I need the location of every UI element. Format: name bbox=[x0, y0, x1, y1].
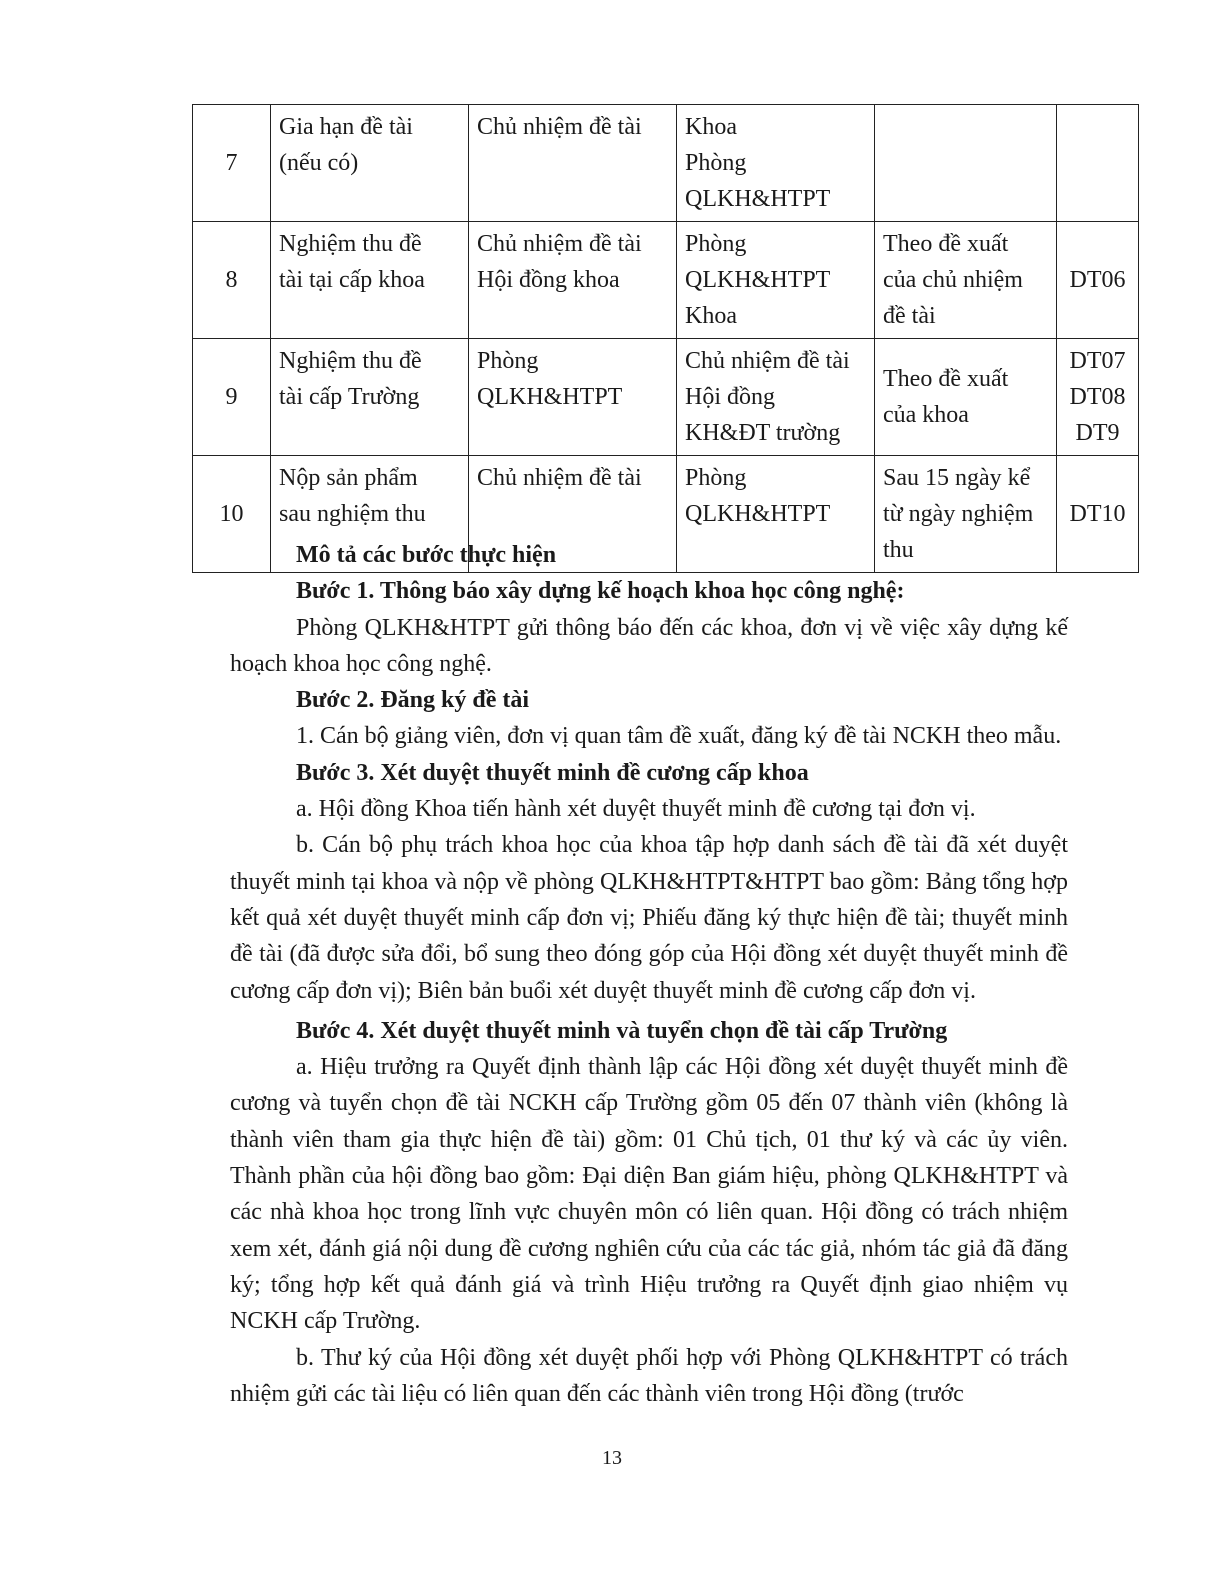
cell-time-line: đề tài bbox=[883, 303, 936, 329]
cell-step-line: sau nghiệm thu bbox=[279, 501, 426, 527]
steps-description bbox=[230, 537, 1068, 1412]
cell-coordinator-line: Khoa bbox=[685, 303, 737, 329]
cell-coordinator-line: QLKH&HTPT bbox=[685, 186, 831, 212]
cell-time-line: của chủ nhiệm bbox=[883, 267, 1023, 293]
step2-text: 1. Cán bộ giảng viên, đơn vị quan tâm đề xuất, đăng ký đề tài NCKH theo mẫu. bbox=[296, 723, 1062, 750]
table-row bbox=[193, 339, 1139, 456]
cell-forms-line: DT10 bbox=[1069, 501, 1126, 527]
cell-responsible-line: Chủ nhiệm đề tài bbox=[477, 114, 642, 140]
cell-responsible bbox=[469, 105, 677, 222]
cell-step-line: tài tại cấp khoa bbox=[279, 267, 425, 293]
cell-time bbox=[875, 105, 1057, 222]
cell-responsible-line: Chủ nhiệm đề tài bbox=[477, 465, 642, 491]
cell-responsible-line: Hội đồng khoa bbox=[477, 267, 620, 293]
step1-title: Bước 1. Thông báo xây dựng kế hoạch khoa học công nghệ: bbox=[296, 578, 905, 605]
cell-number: 7 bbox=[193, 105, 271, 222]
procedure-table-body bbox=[193, 105, 1139, 573]
cell-coordinator-line: QLKH&HTPT bbox=[685, 501, 831, 527]
cell-time-line: Sau 15 ngày kể bbox=[883, 465, 1031, 491]
cell-forms bbox=[1057, 105, 1139, 222]
cell-step bbox=[271, 105, 469, 222]
cell-responsible-line: Chủ nhiệm đề tài bbox=[477, 231, 642, 257]
cell-step-line: Nghiệm thu đề bbox=[279, 231, 422, 257]
cell-responsible-line: Phòng bbox=[477, 348, 539, 374]
cell-coordinator-line: Phòng bbox=[685, 150, 747, 176]
table-row bbox=[193, 105, 1139, 222]
step4-title: Bước 4. Xét duyệt thuyết minh và tuyển chọn đề tài cấp Trường bbox=[296, 1017, 948, 1044]
cell-responsible bbox=[469, 222, 677, 339]
step1-text: Phòng QLKH&HTPT gửi thông báo đến các khoa, đơn vị về việc xây dựng kế hoạch khoa học công nghệ. bbox=[230, 614, 1068, 677]
cell-forms bbox=[1057, 222, 1139, 339]
step2-title: Bước 2. Đăng ký đề tài bbox=[296, 687, 530, 714]
cell-time-line: Theo đề xuất bbox=[883, 366, 1009, 392]
cell-time bbox=[875, 339, 1057, 456]
procedure-table bbox=[192, 104, 1139, 573]
section-title: Mô tả các bước thực hiện bbox=[296, 542, 557, 568]
step4-b: b. Thư ký của Hội đồng xét duyệt phối hợp với Phòng QLKH&HTPT có trách nhiệm gửi các tài liệu có liên quan đến các thành viên trong Hội đồng (trước bbox=[230, 1344, 1068, 1407]
cell-step-line: Nghiệm thu đề bbox=[279, 348, 422, 374]
cell-time-line: của khoa bbox=[883, 402, 969, 428]
cell-responsible bbox=[469, 339, 677, 456]
cell-coordinator-line: KH&ĐT trường bbox=[685, 420, 841, 446]
cell-number: 8 bbox=[193, 222, 271, 339]
cell-coordinator bbox=[677, 339, 875, 456]
cell-coordinator-line: Hội đồng bbox=[685, 384, 775, 410]
cell-number: 9 bbox=[193, 339, 271, 456]
cell-step-line: (nếu có) bbox=[279, 150, 359, 176]
cell-coordinator bbox=[677, 222, 875, 339]
cell-step-line: Gia hạn đề tài bbox=[279, 114, 413, 140]
cell-forms bbox=[1057, 339, 1139, 456]
table-row bbox=[193, 222, 1139, 339]
cell-coordinator bbox=[677, 105, 875, 222]
cell-coordinator-line: Khoa bbox=[685, 114, 737, 140]
cell-number: 10 bbox=[193, 456, 271, 573]
cell-forms bbox=[1057, 456, 1139, 573]
cell-coordinator-line: Phòng bbox=[685, 465, 747, 491]
cell-time-line: thu bbox=[883, 537, 914, 563]
cell-coordinator-line: QLKH&HTPT bbox=[685, 267, 831, 293]
cell-time bbox=[875, 222, 1057, 339]
cell-step-line: Nộp sản phẩm bbox=[279, 465, 418, 491]
cell-step bbox=[271, 222, 469, 339]
cell-step bbox=[271, 339, 469, 456]
cell-forms-line: DT9 bbox=[1075, 420, 1120, 446]
cell-forms-line: DT08 bbox=[1069, 384, 1126, 410]
cell-responsible-line: QLKH&HTPT bbox=[477, 384, 623, 410]
cell-coordinator-line: Phòng bbox=[685, 231, 747, 257]
step3-title: Bước 3. Xét duyệt thuyết minh đề cương cấp khoa bbox=[296, 759, 809, 786]
step4-a: a. Hiệu trưởng ra Quyết định thành lập các Hội đồng xét duyệt thuyết minh đề cương và tuyển chọn đề tài NCKH cấp Trường gồm 05 đến 07 thành viên (không là thành viên tham gia thực hiện đề tài) gồm: 01 Chủ tịch, 01 thư ký và các ủy viên. Thành phần của hội đồng bao gồm: Đại diện Ban giám hiệu, phòng QLKH&HTPT và các nhà khoa học trong lĩnh vực chuyên môn có liên quan. Hội đồng có trách nhiệm xem xét, đánh giá nội dung đề cương nghiên cứu của các tác giả, nhóm tác giả đã đăng ký; tổng hợp kết quả đánh giá và trình Hiệu trưởng ra Quyết định giao nhiệm vụ NCKH cấp Trường. bbox=[230, 1054, 1068, 1335]
step3-a: a. Hội đồng Khoa tiến hành xét duyệt thuyết minh đề cương tại đơn vị. bbox=[296, 796, 976, 823]
cell-time-line: Theo đề xuất bbox=[883, 231, 1009, 257]
step3-b: b. Cán bộ phụ trách khoa học của khoa tập hợp danh sách đề tài đã xét duyệt thuyết minh tại khoa và nộp về phòng QLKH&HTPT&HTPT bao gồm: Bảng tổng hợp kết quả xét duyệt thuyết minh cấp đơn vị; Phiếu đăng ký thực hiện đề tài; thuyết minh đề tài (đã được sửa đổi, bổ sung theo đóng góp của Hội đồng xét duyệt thuyết minh đề cương cấp đơn vị); Biên bản buổi xét duyệt thuyết minh đề cương cấp đơn vị. bbox=[230, 832, 1068, 1004]
cell-forms-line: DT06 bbox=[1069, 267, 1126, 293]
cell-time-line: từ ngày nghiệm bbox=[883, 501, 1034, 527]
cell-coordinator-line: Chủ nhiệm đề tài bbox=[685, 348, 850, 374]
cell-step-line: tài cấp Trường bbox=[279, 384, 420, 410]
page-number: 13 bbox=[602, 1447, 622, 1469]
cell-forms-line: DT07 bbox=[1069, 348, 1126, 374]
